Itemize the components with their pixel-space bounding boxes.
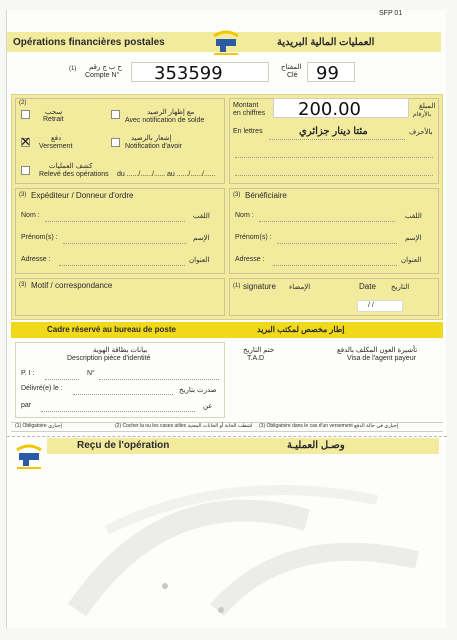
delivre-label-ar: صدرت بتاريخ bbox=[179, 387, 217, 394]
amount-label-ar-1: المبلغ bbox=[419, 103, 436, 110]
operations-marker: (2) bbox=[19, 100, 27, 106]
solde-label-ar: مع إظهار الرصيد bbox=[147, 109, 195, 116]
form-paper bbox=[6, 10, 446, 628]
key-field[interactable] bbox=[307, 62, 355, 82]
amount-label-fr-1: Montant bbox=[233, 102, 259, 109]
tear-line bbox=[7, 436, 447, 437]
sender-adresse-label-ar: العنوان bbox=[189, 257, 210, 264]
words-value: مئتا دينار جزائري bbox=[299, 126, 368, 137]
beneficiary-nom-label-ar: اللقب bbox=[405, 213, 422, 220]
key-label-fr: Clé bbox=[287, 72, 298, 79]
versement-checkbox[interactable] bbox=[20, 134, 31, 149]
versement-check-mark: ✕ bbox=[20, 134, 31, 149]
account-number-field[interactable] bbox=[131, 62, 269, 82]
id-label-ar: بيانات بطاقة الهوية bbox=[93, 347, 148, 354]
id-label-fr: Description pièce d'identité bbox=[67, 355, 151, 362]
words-line-3 bbox=[235, 175, 433, 176]
versement-label-ar: دفع bbox=[51, 135, 62, 142]
visa-label-ar: تأشيرة العون المكلف بالدفع bbox=[337, 347, 418, 354]
date-value: / / bbox=[368, 302, 374, 309]
releve-au: au ....../....../...... bbox=[167, 171, 216, 178]
sender-nom-label-ar: اللقب bbox=[193, 213, 210, 220]
releve-du: du ....../....../...... bbox=[117, 171, 166, 178]
notification-avoir-label-fr: Notification d'avoir bbox=[125, 143, 182, 150]
amount-value: 200.00 bbox=[298, 99, 361, 120]
key-value: 99 bbox=[316, 63, 339, 84]
sender-nom-label: Nom : bbox=[21, 212, 40, 219]
footnote-2: (2) Cocher la ou les cases utiles اشطب الخانة أو الخانات المعنية bbox=[115, 423, 253, 429]
account-number-label-ar: ح ب ج رقم bbox=[89, 64, 122, 71]
form-code: SFP 01 bbox=[379, 10, 403, 17]
words-line-2 bbox=[235, 157, 433, 158]
par-line[interactable] bbox=[41, 411, 195, 412]
amount-label-fr-2: en chiffres bbox=[233, 110, 266, 117]
pi-label: P. I : bbox=[21, 370, 35, 377]
par-label-ar: عن bbox=[203, 403, 213, 410]
sender-prenom-line[interactable] bbox=[63, 243, 187, 244]
releve-label-ar: كشف العمليات bbox=[49, 163, 93, 170]
account-number-value: 353599 bbox=[154, 63, 223, 84]
beneficiary-prenom-label: Prénom(s) : bbox=[235, 234, 272, 241]
beneficiary-marker: (3) bbox=[233, 192, 241, 198]
sender-nom-line[interactable] bbox=[45, 221, 185, 222]
pi-line[interactable] bbox=[45, 379, 79, 380]
motif-marker: (3) bbox=[19, 282, 27, 288]
sender-title: Expéditeur / Donneur d'ordre bbox=[31, 191, 134, 200]
solde-label-fr: Avec notification de solde bbox=[125, 117, 205, 124]
sender-prenom-label-ar: الإسم bbox=[193, 235, 210, 242]
retrait-label-fr: Retrait bbox=[43, 116, 64, 123]
words-label-fr: En lettres bbox=[233, 128, 263, 135]
office-title-ar: إطار مخصص لمكتب البريد bbox=[257, 325, 345, 334]
footnote-1: (1) Obligatoire إجباري bbox=[15, 423, 62, 429]
amount-field[interactable] bbox=[273, 98, 409, 118]
signature-label-fr: signature bbox=[243, 282, 276, 291]
notification-avoir-checkbox[interactable] bbox=[111, 138, 120, 147]
beneficiary-prenom-line[interactable] bbox=[277, 243, 397, 244]
amount-label-ar-2: بالأرقام bbox=[413, 112, 432, 118]
releve-label-fr: Relevé des opérations bbox=[39, 171, 109, 178]
motif-title: Motif / correspondance bbox=[31, 281, 113, 290]
tad-label-ar: ختم التاريخ bbox=[243, 347, 275, 354]
signature-marker: (1) bbox=[233, 283, 241, 289]
footnote-3: (3) Obligatoire dans le cas d'un versement إجباري في حالة الدفع bbox=[259, 423, 399, 429]
par-label: par bbox=[21, 402, 32, 409]
beneficiary-prenom-label-ar: الإسم bbox=[405, 235, 422, 242]
date-label-ar: التاريخ bbox=[391, 284, 410, 291]
sender-adresse-label: Adresse : bbox=[21, 256, 51, 263]
beneficiary-adresse-label: Adresse : bbox=[235, 256, 265, 263]
beneficiary-nom-line[interactable] bbox=[259, 221, 395, 222]
pi-number-line[interactable] bbox=[99, 379, 219, 380]
beneficiary-title: Bénéficiaire bbox=[245, 191, 287, 200]
words-label-ar: بالأحرف bbox=[409, 129, 433, 136]
receipt-logo bbox=[13, 442, 45, 472]
delivre-label: Délivré(e) le : bbox=[21, 385, 63, 392]
signature-label-ar: الإمضاء bbox=[289, 284, 311, 291]
algerie-poste-logo bbox=[210, 28, 242, 58]
receipt-watermark bbox=[47, 460, 439, 628]
office-title-fr: Cadre réservé au bureau de poste bbox=[47, 325, 176, 334]
date-field[interactable] bbox=[357, 300, 403, 312]
sender-adresse-line[interactable] bbox=[59, 265, 185, 266]
account-marker: (1) bbox=[69, 66, 77, 72]
tad-label: T.A.D bbox=[247, 355, 265, 362]
retrait-label-ar: سحب bbox=[45, 109, 63, 116]
sender-prenom-label: Prénom(s) : bbox=[21, 234, 58, 241]
visa-label: Visa de l'agent payeur bbox=[347, 355, 416, 362]
beneficiary-nom-label: Nom : bbox=[235, 212, 254, 219]
header-title-ar: العمليات المالية البريدية bbox=[277, 37, 375, 48]
solde-checkbox[interactable] bbox=[111, 110, 120, 119]
sender-marker: (3) bbox=[19, 192, 27, 198]
receipt-title-fr: Reçu de l'opération bbox=[77, 440, 170, 451]
date-label-fr: Date bbox=[359, 282, 376, 291]
receipt-title-ar: وصـل العمليـة bbox=[287, 440, 345, 451]
notification-avoir-label-ar: إشعار بالرصيد bbox=[131, 135, 172, 142]
header-title-fr: Opérations financières postales bbox=[13, 37, 165, 48]
beneficiary-adresse-line[interactable] bbox=[273, 265, 397, 266]
account-number-label-fr: Compte N° bbox=[85, 72, 120, 79]
words-line-1 bbox=[269, 139, 405, 140]
beneficiary-adresse-label-ar: العنوان bbox=[401, 257, 422, 264]
releve-checkbox[interactable] bbox=[21, 166, 30, 175]
retrait-checkbox[interactable] bbox=[21, 110, 30, 119]
key-label-ar: المفتاح bbox=[281, 64, 302, 71]
pi-number-label: N° bbox=[87, 370, 95, 377]
versement-label-fr: Versement bbox=[39, 143, 73, 150]
delivre-line[interactable] bbox=[73, 394, 173, 395]
